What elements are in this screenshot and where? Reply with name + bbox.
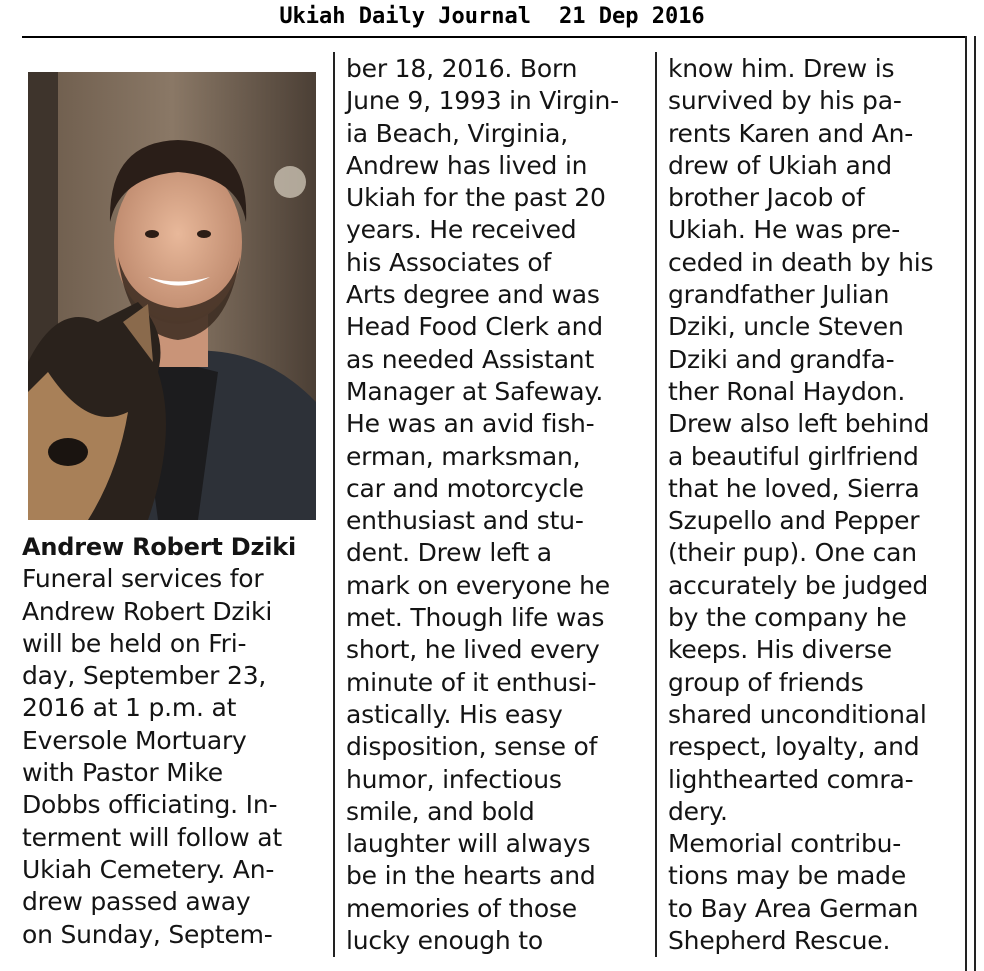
col2-line: Manager at Safeway. bbox=[346, 376, 604, 406]
col1-line: Ukiah Cemetery. An- bbox=[22, 854, 275, 884]
col2-line: car and motorcycle bbox=[346, 473, 584, 503]
col1-line: 2016 at 1 p.m. at bbox=[22, 693, 237, 723]
col3-line: Szupello and Pepper bbox=[668, 506, 920, 536]
col2-line: June 9, 1993 in Virgin- bbox=[346, 86, 619, 116]
col1-line: with Pastor Mike bbox=[22, 758, 223, 788]
col1-line: will be held on Fri- bbox=[22, 628, 247, 658]
col1-line: day, September 23, bbox=[22, 661, 267, 691]
top-rule bbox=[22, 36, 966, 38]
col3-line: Shepherd Rescue. bbox=[668, 926, 891, 956]
col2-line: memories of those bbox=[346, 893, 577, 923]
col3-line: survived by his pa- bbox=[668, 86, 902, 116]
col3-line: keeps. His diverse bbox=[668, 635, 892, 665]
col2-line: mark on everyone he bbox=[346, 570, 610, 600]
col3-line: rents Karen and An- bbox=[668, 118, 914, 148]
col3-line: (their pup). One can bbox=[668, 538, 917, 568]
col2-line: humor, infectious bbox=[346, 764, 562, 794]
col1-line: Eversole Mortuary bbox=[22, 725, 247, 755]
col3-line: Drew also left behind bbox=[668, 409, 930, 439]
col2-line: enthusiast and stu- bbox=[346, 506, 584, 536]
col3-line: lighthearted comra- bbox=[668, 764, 914, 794]
col2-line: minute of it enthusi- bbox=[346, 667, 597, 697]
col3-line: shared unconditional bbox=[668, 699, 927, 729]
publication-date: 21 Dep 2016 bbox=[558, 4, 705, 29]
col2-line: his Associates of bbox=[346, 247, 552, 277]
col1-line: Funeral services for bbox=[22, 564, 264, 594]
col3-line: accurately be judged bbox=[668, 570, 929, 600]
obituary-name-headline: Andrew Robert Dziki bbox=[22, 533, 297, 561]
col3-line: Ukiah. He was pre- bbox=[668, 215, 901, 245]
col2-line: disposition, sense of bbox=[346, 732, 598, 762]
column-divider-2 bbox=[655, 52, 657, 957]
col2-line: lucky enough to bbox=[346, 926, 543, 956]
masthead bbox=[0, 0, 984, 34]
col2-line: smile, and bold bbox=[346, 796, 535, 826]
col2-line: ber 18, 2016. Born bbox=[346, 54, 578, 83]
right-border-rule bbox=[965, 36, 967, 971]
col3-line: ceded in death by his bbox=[668, 247, 934, 277]
col2-line: Andrew has lived in bbox=[346, 150, 588, 180]
obituary-column-3 bbox=[668, 53, 933, 957]
col3-line: group of friends bbox=[668, 667, 864, 697]
col3-line: know him. Drew is bbox=[668, 54, 895, 83]
col3-line: Dziki, uncle Steven bbox=[668, 312, 904, 342]
col3-line: tions may be made bbox=[668, 861, 906, 891]
col3-line: brother Jacob of bbox=[668, 183, 865, 213]
col2-line: Head Food Clerk and bbox=[346, 312, 603, 342]
column-divider-1 bbox=[333, 52, 335, 957]
col2-line: as needed Assistant bbox=[346, 344, 595, 374]
col2-line: Ukiah for the past 20 bbox=[346, 183, 606, 213]
col1-line: Dobbs officiating. In- bbox=[22, 790, 278, 820]
col3-line: drew of Ukiah and bbox=[668, 150, 892, 180]
col3-line: Dziki and grandfa- bbox=[668, 344, 895, 374]
col2-line: years. He received bbox=[346, 215, 577, 245]
col3-line: ther Ronal Haydon. bbox=[668, 376, 906, 406]
col1-line: terment will follow at bbox=[22, 822, 282, 852]
col3-line: dery. bbox=[668, 796, 728, 826]
col3-line: respect, loyalty, and bbox=[668, 732, 920, 762]
col2-line: ia Beach, Virginia, bbox=[346, 118, 568, 148]
col2-line: He was an avid fish- bbox=[346, 409, 595, 439]
col3-line: that he loved, Sierra bbox=[668, 473, 920, 503]
portrait-photo-icon bbox=[28, 72, 316, 520]
col1-line: drew passed away bbox=[22, 887, 251, 917]
col2-line: short, he lived every bbox=[346, 635, 600, 665]
col1-line: Andrew Robert Dziki bbox=[22, 596, 273, 626]
col3-line: a beautiful girlfriend bbox=[668, 441, 919, 471]
obituary-column-2 bbox=[346, 53, 619, 957]
col3-line: to Bay Area German bbox=[668, 893, 919, 923]
col2-line: dent. Drew left a bbox=[346, 538, 552, 568]
col1-line: on Sunday, Septem- bbox=[22, 919, 273, 949]
col2-line: laughter will always bbox=[346, 829, 591, 859]
col3-line: Memorial contribu- bbox=[668, 829, 902, 859]
col2-line: Arts degree and was bbox=[346, 280, 600, 310]
col3-line: grandfather Julian bbox=[668, 280, 890, 310]
col2-line: be in the hearts and bbox=[346, 861, 596, 891]
col3-line: by the company he bbox=[668, 603, 907, 633]
publication-name: Ukiah Daily Journal bbox=[279, 4, 531, 29]
right-border-rule-outer bbox=[974, 36, 976, 971]
col2-line: erman, marksman, bbox=[346, 441, 581, 471]
obituary-photo bbox=[28, 72, 316, 520]
obituary-column-1 bbox=[22, 531, 296, 951]
col2-line: met. Though life was bbox=[346, 603, 605, 633]
col2-line: astically. His easy bbox=[346, 699, 563, 729]
